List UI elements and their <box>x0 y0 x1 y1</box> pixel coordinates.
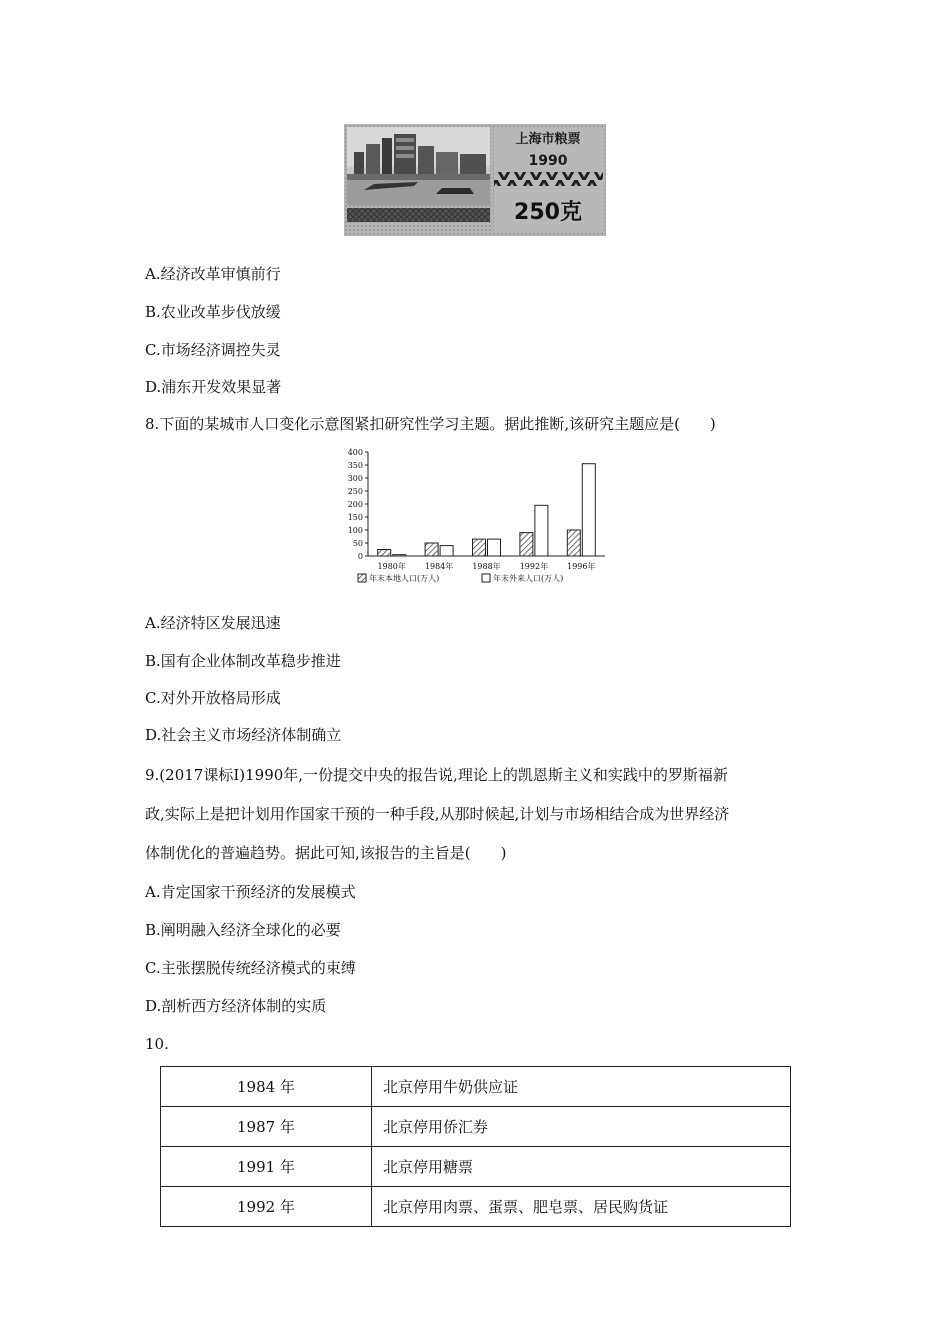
table-cell-year: 1991 年 <box>161 1147 372 1187</box>
y-tick-label: 400 <box>347 448 363 457</box>
ticket-illustration <box>344 124 606 236</box>
q9-option-d: D.剖析西方经济体制的实质 <box>145 997 327 1015</box>
table-cell-year: 1984 年 <box>161 1067 372 1107</box>
q8-option-d: D.社会主义市场经济体制确立 <box>145 726 342 744</box>
legend-label: 年末外来人口(万人) <box>493 574 564 583</box>
x-tick-label: 1996年 <box>567 562 596 571</box>
q8-option-c: C.对外开放格局形成 <box>145 689 281 707</box>
q9-option-c: C.主张摆脱传统经济模式的束缚 <box>145 959 356 977</box>
bar-local-population <box>425 543 438 556</box>
q9-option-b: B.阐明融入经济全球化的必要 <box>145 921 341 939</box>
bar-migrant-population <box>393 555 406 556</box>
y-tick-label: 350 <box>347 461 363 470</box>
bar-migrant-population <box>440 546 453 556</box>
q7-option-b: B.农业改革步伐放缓 <box>145 303 281 321</box>
table-cell-year: 1987 年 <box>161 1107 372 1147</box>
population-bar-chart <box>340 444 615 592</box>
bar-migrant-population <box>488 539 501 556</box>
population-chart <box>340 444 615 592</box>
ticket-amount: 250克 <box>514 200 582 225</box>
y-tick-label: 0 <box>357 552 363 561</box>
x-tick-label: 1988年 <box>472 562 501 571</box>
table-cell-event: 北京停用牛奶供应证 <box>372 1067 791 1107</box>
q7-option-a: A.经济改革审慎前行 <box>145 265 281 283</box>
bar-local-population <box>473 539 486 556</box>
q8-option-a: A.经济特区发展迅速 <box>145 614 281 632</box>
table-cell-event: 北京停用侨汇券 <box>372 1107 791 1147</box>
bar-local-population <box>378 550 391 557</box>
q10-label: 10. <box>145 1035 169 1053</box>
legend-label: 年末本地人口(万人) <box>369 574 440 583</box>
table-cell-event: 北京停用糖票 <box>372 1147 791 1187</box>
grain-ticket-image <box>344 124 606 236</box>
legend-swatch <box>482 574 490 582</box>
table-row <box>161 1147 791 1187</box>
table-cell-event: 北京停用肉票、蛋票、肥皂票、居民购货证 <box>372 1187 791 1227</box>
y-tick-label: 200 <box>347 500 363 509</box>
bar-migrant-population <box>535 505 548 556</box>
q8-stem: 8.下面的某城市人口变化示意图紧扣研究性学习主题。据此推断,该研究主题应是( ) <box>145 415 716 433</box>
bar-local-population <box>520 533 533 556</box>
q7-option-d: D.浦东开发效果显著 <box>145 378 282 396</box>
table-row <box>161 1187 791 1227</box>
q7-option-c: C.市场经济调控失灵 <box>145 341 281 359</box>
y-tick-label: 250 <box>347 487 363 496</box>
legend-swatch <box>358 574 366 582</box>
table-row <box>161 1107 791 1147</box>
y-tick-label: 300 <box>347 474 363 483</box>
ticket-year: 1990 <box>528 153 568 169</box>
bar-local-population <box>567 530 580 556</box>
q9-option-a: A.肯定国家干预经济的发展模式 <box>145 883 356 901</box>
x-tick-label: 1980年 <box>377 562 406 571</box>
table-row <box>161 1067 791 1107</box>
q8-option-b: B.国有企业体制改革稳步推进 <box>145 652 341 670</box>
y-tick-label: 150 <box>347 513 363 522</box>
x-tick-label: 1984年 <box>424 562 454 571</box>
q9-stem-line-2: 政,实际上是把计划用作国家干预的一种手段,从那时候起,计划与市场相结合成为世界经济 <box>145 805 730 823</box>
bar-migrant-population <box>582 464 595 556</box>
x-tick-label: 1992年 <box>519 562 549 571</box>
q9-stem-line-3: 体制优化的普遍趋势。据此可知,该报告的主旨是( ) <box>145 844 507 862</box>
q9-stem-line-1: 9.(2017课标Ⅰ)1990年,一份提交中央的报告说,理论上的凯恩斯主义和实践中的罗斯福新 <box>145 766 728 784</box>
q10-table <box>160 1066 791 1227</box>
table-cell-year: 1992 年 <box>161 1187 372 1227</box>
y-tick-label: 50 <box>352 539 363 548</box>
ticket-title: 上海市粮票 <box>515 132 581 147</box>
y-tick-label: 100 <box>347 526 363 535</box>
